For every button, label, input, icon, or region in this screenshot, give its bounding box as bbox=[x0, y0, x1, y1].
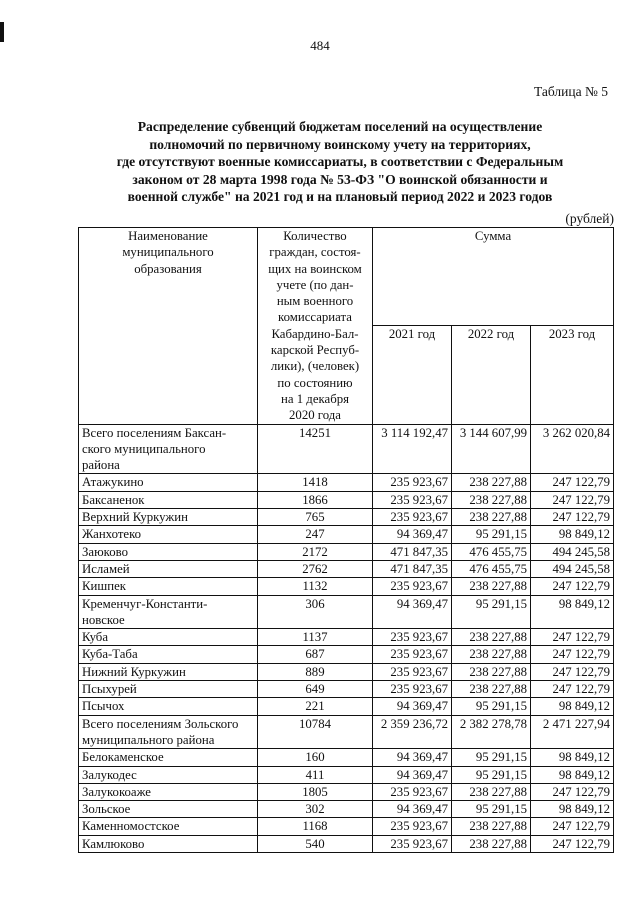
amount-2022: 95 291,15 bbox=[452, 749, 531, 766]
table-row bbox=[79, 424, 614, 474]
amount-2023: 247 122,79 bbox=[531, 474, 614, 491]
header-2022: 2022 год bbox=[452, 326, 531, 424]
amount-2021: 94 369,47 bbox=[373, 526, 452, 543]
amount-2023: 3 262 020,84 bbox=[531, 424, 614, 474]
amount-2021: 235 923,67 bbox=[373, 835, 452, 852]
table-header bbox=[79, 228, 614, 425]
municipality-name: Всего поселениям Баксан- ского муниципального района bbox=[79, 424, 258, 474]
amount-2023: 98 849,12 bbox=[531, 801, 614, 818]
citizen-count: 1805 bbox=[258, 783, 373, 800]
amount-2022: 238 227,88 bbox=[452, 474, 531, 491]
table-row bbox=[79, 629, 614, 646]
table-row bbox=[79, 646, 614, 663]
citizen-count: 411 bbox=[258, 766, 373, 783]
amount-2021: 235 923,67 bbox=[373, 509, 452, 526]
citizen-count: 1168 bbox=[258, 818, 373, 835]
citizen-count: 889 bbox=[258, 663, 373, 680]
title-line: где отсутствуют военные комиссариаты, в соответствии с Федеральным bbox=[116, 154, 564, 169]
municipality-name: Всего поселениям Зольского муниципального района bbox=[79, 715, 258, 749]
amount-2023: 98 849,12 bbox=[531, 595, 614, 629]
amount-2021: 3 114 192,47 bbox=[373, 424, 452, 474]
municipality-name: Залукодес bbox=[79, 766, 258, 783]
amount-2023: 494 245,58 bbox=[531, 560, 614, 577]
citizen-count: 649 bbox=[258, 681, 373, 698]
citizen-count: 540 bbox=[258, 835, 373, 852]
municipality-name: Кишпек bbox=[79, 578, 258, 595]
amount-2021: 2 359 236,72 bbox=[373, 715, 452, 749]
table-label: Таблица № 5 bbox=[534, 84, 608, 99]
citizen-count: 2172 bbox=[258, 543, 373, 560]
amount-2021: 471 847,35 bbox=[373, 560, 452, 577]
citizen-count: 302 bbox=[258, 801, 373, 818]
amount-2023: 247 122,79 bbox=[531, 663, 614, 680]
table-row bbox=[79, 801, 614, 818]
table-row bbox=[79, 543, 614, 560]
amount-2022: 238 227,88 bbox=[452, 491, 531, 508]
municipality-name: Атажукино bbox=[79, 474, 258, 491]
citizen-count: 306 bbox=[258, 595, 373, 629]
document-title bbox=[70, 118, 610, 206]
amount-2021: 235 923,67 bbox=[373, 474, 452, 491]
citizen-count: 2762 bbox=[258, 560, 373, 577]
header-count: Количество граждан, состоя- щих на воинском учете (по дан- ным военного комиссариата Кабардино-Бал- карской Респуб- лики), (человек) по состоянию на 1 декабря 2020 года bbox=[258, 228, 373, 425]
amount-2021: 235 923,67 bbox=[373, 818, 452, 835]
table-row bbox=[79, 783, 614, 800]
amount-2023: 247 122,79 bbox=[531, 491, 614, 508]
title-line: Распределение субвенций бюджетам поселений на осуществление bbox=[137, 119, 543, 134]
amount-2022: 238 227,88 bbox=[452, 629, 531, 646]
amount-2022: 238 227,88 bbox=[452, 681, 531, 698]
table-row bbox=[79, 578, 614, 595]
amount-2022: 476 455,75 bbox=[452, 560, 531, 577]
amount-2023: 247 122,79 bbox=[531, 578, 614, 595]
amount-2021: 235 923,67 bbox=[373, 629, 452, 646]
municipality-name: Жанхотеко bbox=[79, 526, 258, 543]
amount-2023: 247 122,79 bbox=[531, 835, 614, 852]
table-row bbox=[79, 491, 614, 508]
amount-2021: 471 847,35 bbox=[373, 543, 452, 560]
amount-2022: 95 291,15 bbox=[452, 801, 531, 818]
amount-2023: 247 122,79 bbox=[531, 629, 614, 646]
citizen-count: 1132 bbox=[258, 578, 373, 595]
amount-2022: 238 227,88 bbox=[452, 646, 531, 663]
table-row bbox=[79, 526, 614, 543]
amount-2021: 94 369,47 bbox=[373, 698, 452, 715]
citizen-count: 687 bbox=[258, 646, 373, 663]
municipality-name: Залукокоаже bbox=[79, 783, 258, 800]
table-row bbox=[79, 818, 614, 835]
amount-2022: 238 227,88 bbox=[452, 663, 531, 680]
amount-2023: 98 849,12 bbox=[531, 766, 614, 783]
table-row bbox=[79, 698, 614, 715]
citizen-count: 765 bbox=[258, 509, 373, 526]
citizen-count: 160 bbox=[258, 749, 373, 766]
municipality-name: Заюково bbox=[79, 543, 258, 560]
header-2023: 2023 год bbox=[531, 326, 614, 424]
table-row bbox=[79, 474, 614, 491]
amount-2023: 247 122,79 bbox=[531, 818, 614, 835]
municipality-name: Исламей bbox=[79, 560, 258, 577]
amount-2022: 95 291,15 bbox=[452, 595, 531, 629]
amount-2021: 235 923,67 bbox=[373, 681, 452, 698]
municipality-name: Белокаменское bbox=[79, 749, 258, 766]
table-row bbox=[79, 681, 614, 698]
page-number: 484 bbox=[310, 38, 330, 53]
amount-2022: 476 455,75 bbox=[452, 543, 531, 560]
amount-2022: 95 291,15 bbox=[452, 766, 531, 783]
amount-2022: 238 227,88 bbox=[452, 578, 531, 595]
municipality-name: Кременчуг-Константи- новское bbox=[79, 595, 258, 629]
municipality-name: Верхний Куркужин bbox=[79, 509, 258, 526]
municipality-name: Камлюково bbox=[79, 835, 258, 852]
table-row bbox=[79, 715, 614, 749]
amount-2022: 2 382 278,78 bbox=[452, 715, 531, 749]
amount-2023: 2 471 227,94 bbox=[531, 715, 614, 749]
title-line: полномочий по первичному воинскому учету на территориях, bbox=[149, 136, 531, 152]
citizen-count: 10784 bbox=[258, 715, 373, 749]
table-row bbox=[79, 560, 614, 577]
citizen-count: 221 bbox=[258, 698, 373, 715]
citizen-count: 1866 bbox=[258, 491, 373, 508]
currency-unit: (рублей) bbox=[565, 211, 614, 226]
municipality-name: Зольское bbox=[79, 801, 258, 818]
amount-2023: 247 122,79 bbox=[531, 509, 614, 526]
amount-2023: 494 245,58 bbox=[531, 543, 614, 560]
table-row bbox=[79, 766, 614, 783]
table-row bbox=[79, 663, 614, 680]
header-row bbox=[79, 228, 614, 326]
citizen-count: 14251 bbox=[258, 424, 373, 474]
table-row bbox=[79, 835, 614, 852]
amount-2022: 95 291,15 bbox=[452, 698, 531, 715]
municipality-name: Псычох bbox=[79, 698, 258, 715]
header-sum: Сумма bbox=[373, 228, 614, 326]
amount-2022: 238 227,88 bbox=[452, 818, 531, 835]
municipality-name: Нижний Куркужин bbox=[79, 663, 258, 680]
amount-2021: 94 369,47 bbox=[373, 595, 452, 629]
citizen-count: 1418 bbox=[258, 474, 373, 491]
amount-2022: 95 291,15 bbox=[452, 526, 531, 543]
amount-2023: 98 849,12 bbox=[531, 526, 614, 543]
amount-2022: 3 144 607,99 bbox=[452, 424, 531, 474]
title-line: военной службе" на 2021 год и на плановый период 2022 и 2023 годов bbox=[127, 189, 553, 204]
subvention-table bbox=[78, 227, 614, 853]
table-row bbox=[79, 749, 614, 766]
amount-2021: 94 369,47 bbox=[373, 766, 452, 783]
municipality-name: Каменномостское bbox=[79, 818, 258, 835]
table-row bbox=[79, 595, 614, 629]
table-row bbox=[79, 509, 614, 526]
amount-2021: 235 923,67 bbox=[373, 783, 452, 800]
amount-2022: 238 227,88 bbox=[452, 509, 531, 526]
amount-2022: 238 227,88 bbox=[452, 835, 531, 852]
municipality-name: Куба-Таба bbox=[79, 646, 258, 663]
amount-2023: 247 122,79 bbox=[531, 681, 614, 698]
citizen-count: 247 bbox=[258, 526, 373, 543]
municipality-name: Куба bbox=[79, 629, 258, 646]
header-2021: 2021 год bbox=[373, 326, 452, 424]
amount-2023: 247 122,79 bbox=[531, 783, 614, 800]
municipality-name: Псыхурей bbox=[79, 681, 258, 698]
amount-2021: 94 369,47 bbox=[373, 801, 452, 818]
header-name: Наименование муниципального образования bbox=[79, 228, 258, 425]
amount-2023: 247 122,79 bbox=[531, 646, 614, 663]
amount-2021: 235 923,67 bbox=[373, 646, 452, 663]
amount-2022: 238 227,88 bbox=[452, 783, 531, 800]
title-line: законом от 28 марта 1998 года № 53-ФЗ "О воинской обязанности и bbox=[132, 171, 548, 187]
table-body bbox=[79, 424, 614, 852]
municipality-name: Баксаненок bbox=[79, 491, 258, 508]
amount-2023: 98 849,12 bbox=[531, 698, 614, 715]
amount-2023: 98 849,12 bbox=[531, 749, 614, 766]
amount-2021: 235 923,67 bbox=[373, 663, 452, 680]
citizen-count: 1137 bbox=[258, 629, 373, 646]
amount-2021: 235 923,67 bbox=[373, 578, 452, 595]
amount-2021: 94 369,47 bbox=[373, 749, 452, 766]
amount-2021: 235 923,67 bbox=[373, 491, 452, 508]
